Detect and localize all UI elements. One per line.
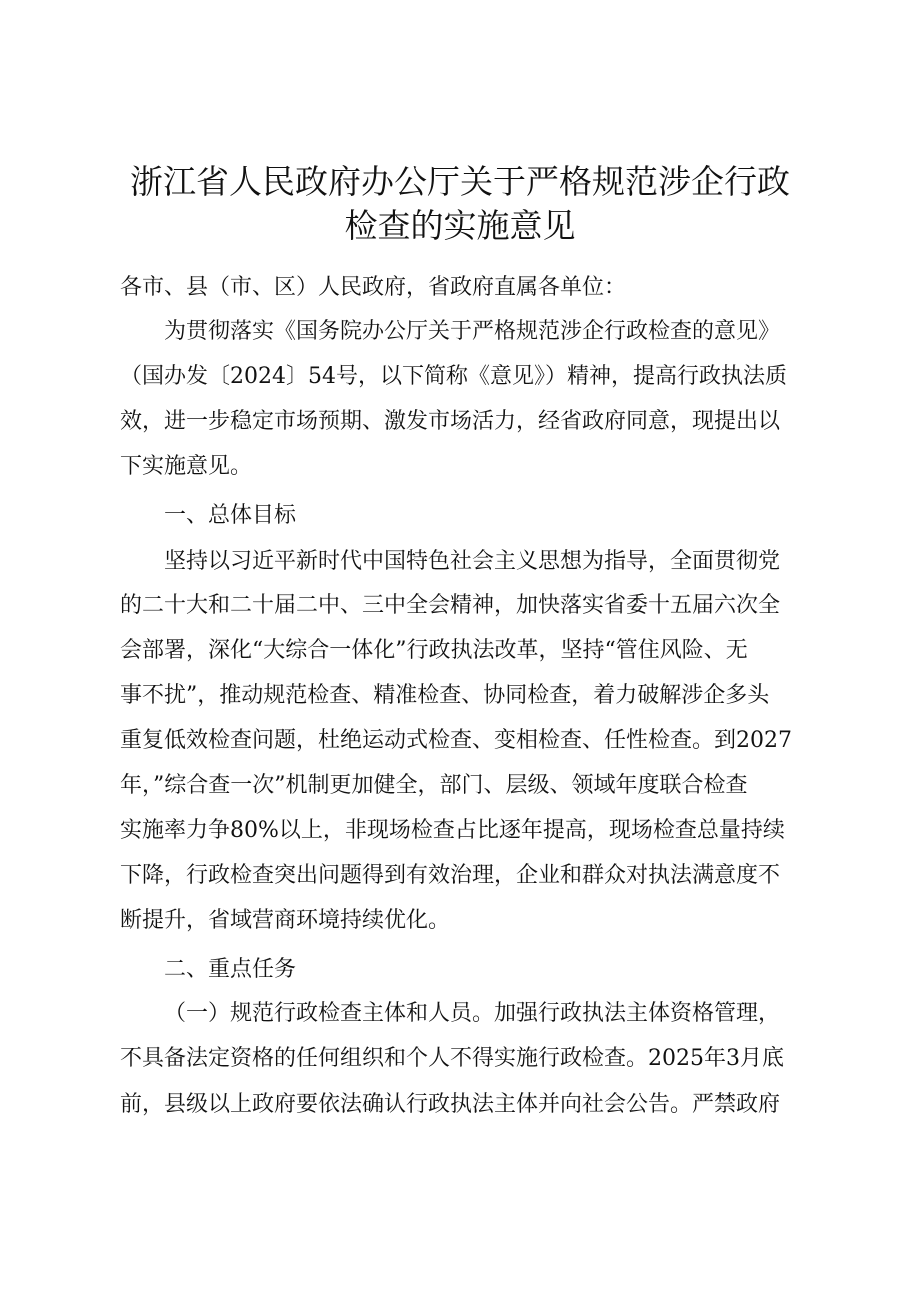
document-title-line-1: 浙江省人民政府办公厅关于严格规范涉企行政 [130,162,790,201]
intro-line-2: （国办发〔2024〕54号，以下简称《意见》）精神，提高行政执法质 [120,364,787,389]
intro-line-4: 下实施意见。 [120,454,253,479]
section-2-line-1: （一）规范行政检查主体和人员。加强行政执法主体资格管理， [164,1001,781,1026]
section-1-line-2: 的二十大和二十届二中、三中全会精神，加快落实省委十五届六次全 [120,593,781,618]
document-title-line-2: 检查的实施意见 [344,206,576,245]
section-1-heading: 一、总体目标 [164,503,297,528]
section-1-line-3: 会部署，深化“大综合一体化”行政执法改革，坚持“管住风险、无 [120,638,748,663]
section-1-line-7: 实施率力争80%以上，非现场检查占比逐年提高，现场检查总量持续 [120,818,785,843]
section-1-line-8: 下降，行政检查突出问题得到有效治理，企业和群众对执法满意度不 [120,863,781,888]
section-1-line-6: 年，”综合查一次”机制更加健全，部门、层级、领域年度联合检查 [120,773,748,798]
section-2-line-2: 不具备法定资格的任何组织和个人不得实施行政检查。2025年3月底 [120,1046,784,1071]
section-2-heading: 二、重点任务 [164,957,297,982]
section-1-line-1: 坚持以习近平新时代中国特色社会主义思想为指导，全面贯彻党 [164,549,781,574]
intro-line-3: 效，进一步稳定市场预期、激发市场活力，经省政府同意，现提出以 [120,409,781,434]
salutation: 各市、县（市、区）人民政府，省政府直属各单位： [120,275,627,300]
section-1-line-4: 事不扰”，推动规范检查、精准检查、协同检查，着力破解涉企多头 [120,683,770,708]
section-2-line-3: 前，县级以上政府要依法确认行政执法主体并向社会公告。严禁政府 [120,1092,781,1117]
intro-line-1: 为贯彻落实《国务院办公厅关于严格规范涉企行政检查的意见》 [164,319,781,344]
section-1-line-9: 断提升，省域营商环境持续优化。 [120,908,451,933]
section-1-line-5: 重复低效检查问题，杜绝运动式检查、变相检查、任性检查。到2027 [120,728,792,753]
